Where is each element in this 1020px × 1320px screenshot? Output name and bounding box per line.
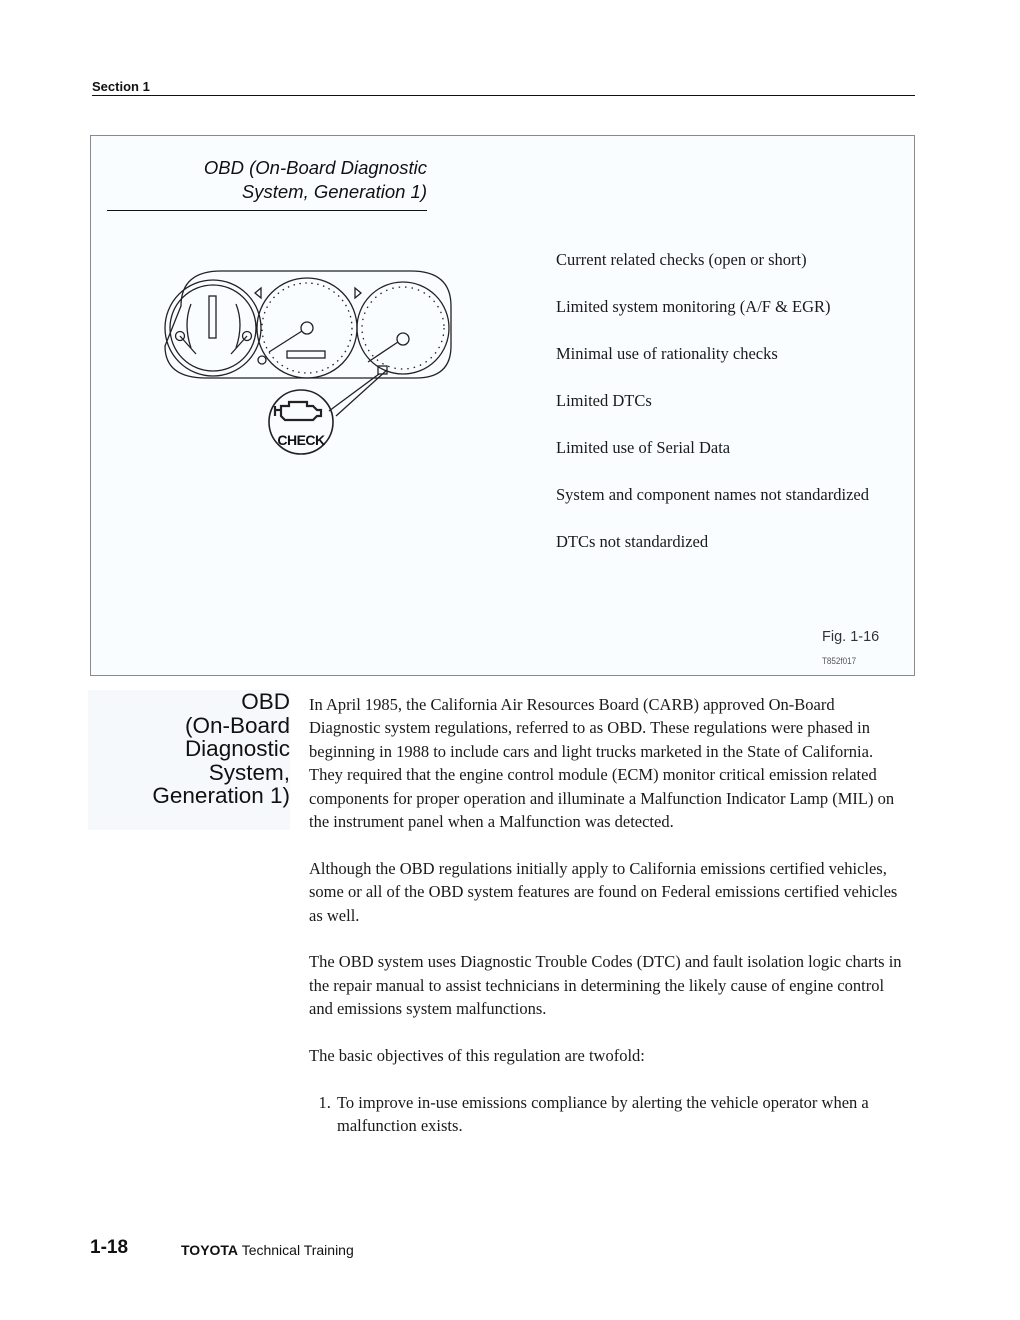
figure-bullet: Current related checks (open or short) [556,250,807,269]
turn-right-arrow [355,288,361,298]
figure-bullet-list [556,248,901,577]
center-needle-hub [301,322,313,334]
figure-title-line-1: OBD (On-Board Diagnostic [203,157,427,178]
section-label: Section 1 [92,79,150,94]
side-heading [88,690,290,830]
engine-icon [275,402,321,420]
figure-box [90,135,915,676]
center-small-knob [258,356,266,364]
brand-subtitle: Technical Training [241,1242,354,1258]
left-arc-1 [187,304,191,348]
figure-bullet: Minimal use of rationality checks [556,344,778,363]
turn-left-arrow [255,288,261,298]
side-heading-line: System, [208,759,290,785]
center-gauge-ticks [262,283,352,373]
body-paragraph: The OBD system uses Diagnostic Trouble Codes (DTC) and fault isolation logic charts in the repair manual to assist technicians in determining the likely cause of engine control and emissions system malfunctions. [309,952,902,1019]
right-gauge-ticks [362,287,444,369]
right-needle-hub [397,333,409,345]
side-heading-line: Generation 1) [152,783,290,808]
objectives-list [309,1091,909,1138]
right-needle [368,342,398,362]
center-odometer [287,351,325,358]
side-heading-line: (On-Board [184,712,290,738]
body-paragraph: The basic objectives of this regulation are twofold: [309,1046,645,1066]
figure-number: Fig. 1-16 [822,629,880,645]
figure-bullet: DTCs not standardized [556,532,709,551]
instrument-cluster-illustration [161,266,461,456]
callout-line-1 [336,370,387,416]
page-number: 1-18 [90,1237,129,1258]
side-heading-line: Diagnostic [184,736,290,761]
figure-title [151,156,427,204]
left-arc-2 [236,304,240,348]
left-gauge-slot [209,296,216,338]
figure-title-rule [107,210,427,211]
figure-bullet: Limited use of Serial Data [556,438,731,457]
body-paragraph: In April 1985, the California Air Resources Board (CARB) approved On-Board Diagnostic system regulations, referred to as OBD. These regulations were phased in beginning in 1988 to include cars and light trucks marketed in the State of California. They required that the engine control module (ECM) monitor critical emission related components for proper operation and illuminate a Malfunction Indicator Lamp (MIL) on the instrument panel when a Malfunction was detected. [309,695,895,832]
figure-bullet: Limited DTCs [556,391,652,410]
center-needle [269,331,302,352]
objective-item: 1. To improve in-use emissions compliance by alerting the vehicle operator when a malfunction exists. [335,1091,909,1138]
left-gauge-ring [165,280,261,376]
callout-line-2 [329,374,379,411]
cluster-housing [165,271,451,378]
side-heading-line: OBD [241,689,290,714]
figure-bullet: Limited system monitoring (A/F & EGR) [556,297,831,316]
figure-title-line-2: System, Generation 1) [241,181,427,202]
header-rule [92,95,915,96]
body-text [309,693,909,1138]
figure-code: T852f017 [822,656,857,667]
body-paragraph: Although the OBD regulations initially apply to California emissions certified vehicles, some or all of the OBD system features are found on Federal emissions certified vehicles as well. [309,858,898,925]
check-label: CHECK [277,432,325,448]
center-gauge-ring [257,278,357,378]
brand-name: TOYOTA [181,1242,239,1258]
footer-brand [181,1242,354,1258]
figure-bullet: System and component names not standardized [556,485,869,504]
left-gauge-inner [170,285,256,371]
